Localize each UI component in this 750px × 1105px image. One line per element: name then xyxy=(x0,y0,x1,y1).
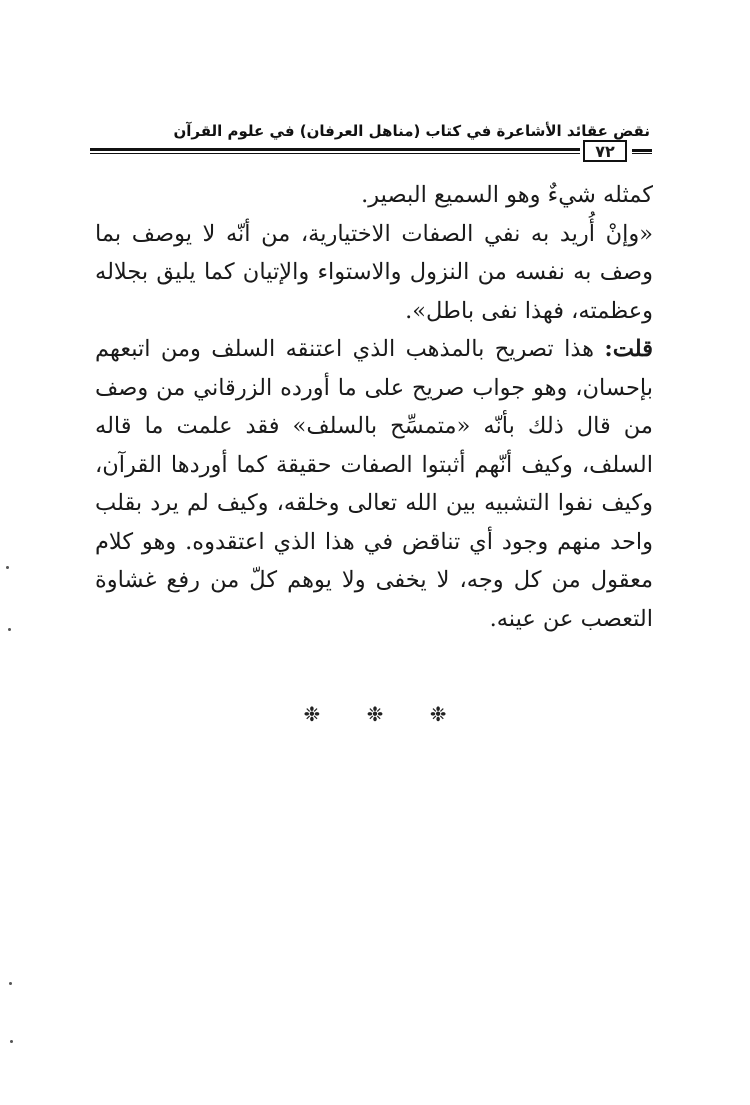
header-rule-right xyxy=(632,149,652,154)
ornament-icon: ❉ xyxy=(366,702,384,726)
section-divider xyxy=(0,702,750,726)
ornament-icon: ❉ xyxy=(303,702,321,726)
paragraph-3 xyxy=(95,330,653,638)
body-text xyxy=(95,176,653,638)
scan-speck xyxy=(6,566,9,569)
page-number: ٧٢ xyxy=(583,140,627,162)
scan-speck xyxy=(10,1040,13,1043)
running-header-title: نقض عقائد الأشاعرة في كتاب (مناهل العرفان) في علوم القرآن xyxy=(173,122,650,140)
paragraph-2: «وإنْ أُريد به نفي الصفات الاختيارية، من أنّه لا يوصف بما وصف به نفسه من النزول والاستواء والإتيان كما يليق بجلاله وعظمته، فهذا نفى باطل». xyxy=(95,220,653,324)
scan-speck xyxy=(9,982,12,985)
ornament-icon: ❉ xyxy=(429,702,447,726)
paragraph-1: كمثله شيءٌ وهو السميع البصير. xyxy=(361,182,653,208)
paragraph-3-text: هذا تصريح بالمذهب الذي اعتنقه السلف ومن اتبعهم بإحسان، وهو جواب صريح على ما أورده الزرقاني من وصف من قال ذلك بأنّه «متمسِّح بالسلف» فقد علمت ما قاله السلف، وكيف أنّهم أثبتوا الصفات حقيقة كما أوردها القرآن، وكيف نفوا التشبيه بين الله تعالى وخلقه، وكيف لم يرد بقلب واحد منهم وجود أي تناقض في هذا الذي اعتقدوه. وهو كلام معقول من كل وجه، لا يخفى ولا يوهم كلّ من رفع غشاوة التعصب عن عينه. xyxy=(95,336,653,632)
header-rule xyxy=(90,148,580,154)
scan-speck xyxy=(8,628,11,631)
paragraph-3-lead: قلت: xyxy=(604,336,653,362)
